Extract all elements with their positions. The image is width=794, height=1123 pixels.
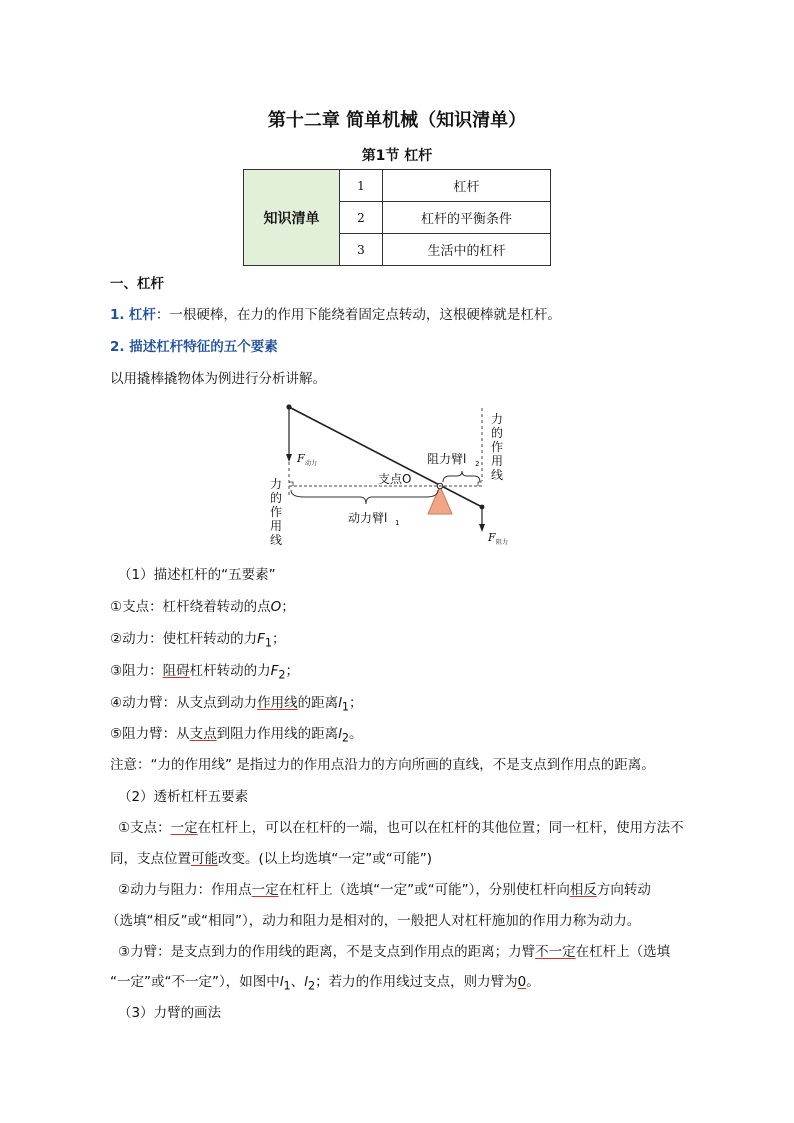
definition-text: ：一根硬棒，在力的作用下能绕着固定点转动，这根硬棒就是杠杆。 <box>155 307 561 323</box>
label-resist-arm: 阻力臂l <box>427 452 467 466</box>
section-heading-lever: 一、杠杆 <box>110 276 164 292</box>
table-label-cell: 杠杆的平衡条件 <box>383 202 551 234</box>
var-o: O <box>270 599 282 615</box>
table-num-cell: 3 <box>340 234 383 266</box>
element-text: ⑤阻力臂：从 <box>110 726 190 742</box>
element-end: 。 <box>349 726 363 742</box>
element-text: ①支点：杠杆绕着转动的点 <box>110 599 271 615</box>
analysis-text: 方向转动 <box>596 882 651 898</box>
item-number: 1. <box>110 307 125 323</box>
heading-five-elements: 2. 描述杠杆特征的五个要素 <box>110 339 278 355</box>
label-force-line-right-char: 用 <box>491 454 504 468</box>
element-text: 到阻力作用线的距离 <box>216 726 339 742</box>
term-lever: 杠杆 <box>128 307 156 323</box>
section-subtitle: 第1节 杠杆 <box>361 148 433 164</box>
label-power-force-sub: 动力 <box>305 460 318 467</box>
label-resist-arm-sub: 2 <box>475 460 480 468</box>
right-angle-mark <box>289 482 293 486</box>
element-power <box>110 629 286 654</box>
label-fulcrum: 支点O <box>378 472 412 486</box>
element-text: 杠杆转动的力 <box>189 663 271 679</box>
label-power-force: F <box>297 452 305 465</box>
table-num-cell: 1 <box>340 170 383 202</box>
analysis-text: 改变。(以上均选填“一定”或“可能”) <box>218 851 433 867</box>
label-force-line-left-char: 的 <box>270 491 283 505</box>
element-end: ； <box>285 663 300 679</box>
power-force-arrowhead <box>286 454 292 462</box>
analysis-text: “一定”或“不一定”），如图中 <box>110 974 280 990</box>
label-force-line-right-char: 力 <box>491 412 504 426</box>
element-text: 的距离 <box>297 695 339 711</box>
answer-underlined: 可能 <box>191 851 218 867</box>
answer-underlined: 阻碍 <box>162 663 190 679</box>
var-f: F <box>270 663 279 679</box>
knowledge-table <box>243 169 551 266</box>
label-force-line-left-char: 力 <box>270 477 283 491</box>
power-arm-brace <box>291 490 438 504</box>
analysis-text: ②动力与阻力：作用点 <box>118 882 252 898</box>
right-angle-mark <box>478 482 482 486</box>
var-l: l <box>304 974 308 990</box>
resist-force-arrowhead <box>479 524 485 532</box>
paragraph-lever-definition <box>110 305 561 325</box>
analysis-text: 同，支点位置 <box>110 851 191 867</box>
analysis-forces-line2: （选填“相反”或“相同”），动力和阻力是相对的，一般把人对杠杆施加的作用力称为动力。 <box>106 913 641 929</box>
label-force-line-right-char: 线 <box>491 468 504 482</box>
element-end: ； <box>272 631 286 647</box>
analysis-fulcrum-line2 <box>110 849 432 869</box>
analysis-text: 、 <box>290 974 305 990</box>
answer-underlined: 作用线 <box>257 695 298 711</box>
heading-analysis: （2）透析杠杆五要素 <box>118 789 249 805</box>
label-resist-force: F <box>488 531 496 544</box>
analysis-text: ；若力的作用线过支点，则力臂为 <box>315 974 518 990</box>
element-fulcrum <box>110 597 295 617</box>
element-end: ； <box>349 695 363 711</box>
var-l: l <box>338 695 342 711</box>
analysis-text: 。 <box>526 974 540 990</box>
label-force-line-left-char: 作 <box>270 505 283 519</box>
var-l: l <box>279 974 284 990</box>
table-row <box>244 170 551 202</box>
resist-arm-brace <box>443 471 480 482</box>
table-label-cell: 杠杆 <box>383 170 551 202</box>
answer-underlined: 不一定 <box>535 944 576 960</box>
label-force-line-right-char: 的 <box>491 426 504 440</box>
var-l: l <box>338 726 342 742</box>
analysis-text: 在杠杆上（选填 <box>575 944 671 960</box>
var-sub: 1 <box>341 700 350 714</box>
label-force-line-right-char: 作 <box>491 440 504 454</box>
element-resist-arm <box>110 724 363 749</box>
element-text: ②动力：使杠杆转动的力 <box>110 631 258 647</box>
analysis-text: ③力臂：是支点到力的作用线的距离，不是支点到作用点的距离；力臂 <box>118 944 536 960</box>
answer-underlined: 0 <box>517 974 527 990</box>
lever-diagram <box>254 396 530 554</box>
answer-underlined: 支点 <box>189 726 217 742</box>
element-power-arm <box>110 693 363 718</box>
var-sub: 1 <box>264 636 273 650</box>
answer-underlined: 一定 <box>251 882 279 898</box>
analysis-arm-line1 <box>118 942 670 962</box>
analysis-fulcrum-line1 <box>118 818 684 838</box>
table-head-cell: 知识清单 <box>244 170 340 266</box>
page-title: 第十二章 简单机械（知识清单） <box>267 110 527 131</box>
var-f: F <box>257 631 265 647</box>
element-resistance <box>110 661 299 686</box>
table-num-cell: 2 <box>340 202 383 234</box>
analysis-text: ①支点： <box>118 820 171 836</box>
label-force-line-left-char: 用 <box>270 519 283 533</box>
element-end: ； <box>281 599 295 615</box>
var-sub: 2 <box>341 731 350 745</box>
note-paragraph: 注意：“力的作用线” 是指过力的作用点沿力的方向所画的直线，不是支点到作用点的距离。 <box>110 757 655 773</box>
var-sub: 2 <box>278 668 286 682</box>
heading-five-elements-sub: （1）描述杠杆的“五要素” <box>118 567 276 583</box>
analysis-text: 在杠杆上（选填“一定”或“可能”），分别使杠杆向 <box>278 882 570 898</box>
element-text: ④动力臂：从支点到动力 <box>110 695 258 711</box>
table-label-cell: 生活中的杠杆 <box>383 234 551 266</box>
label-power-arm-sub: 1 <box>395 519 400 527</box>
element-text: ③阻力： <box>110 663 163 679</box>
analysis-text: 在杠杆上，可以在杠杆的一端，也可以在杠杆的其他位置；同一杠杆，使用方法不 <box>197 820 684 836</box>
answer-underlined: 一定 <box>170 820 198 836</box>
heading-arm-drawing: （3）力臂的画法 <box>118 1005 222 1021</box>
analysis-forces-line1 <box>118 880 651 900</box>
answer-underlined: 相反 <box>569 882 597 898</box>
paragraph-intro: 以用撬棒撬物体为例进行分析讲解。 <box>110 371 326 387</box>
analysis-arm-line2 <box>110 972 540 997</box>
label-resist-force-sub: 阻力 <box>496 539 509 546</box>
var-sub: 1 <box>283 979 291 993</box>
label-power-arm: 动力臂l <box>348 511 388 525</box>
var-sub: 2 <box>307 979 316 993</box>
label-force-line-left-char: 线 <box>270 533 283 547</box>
